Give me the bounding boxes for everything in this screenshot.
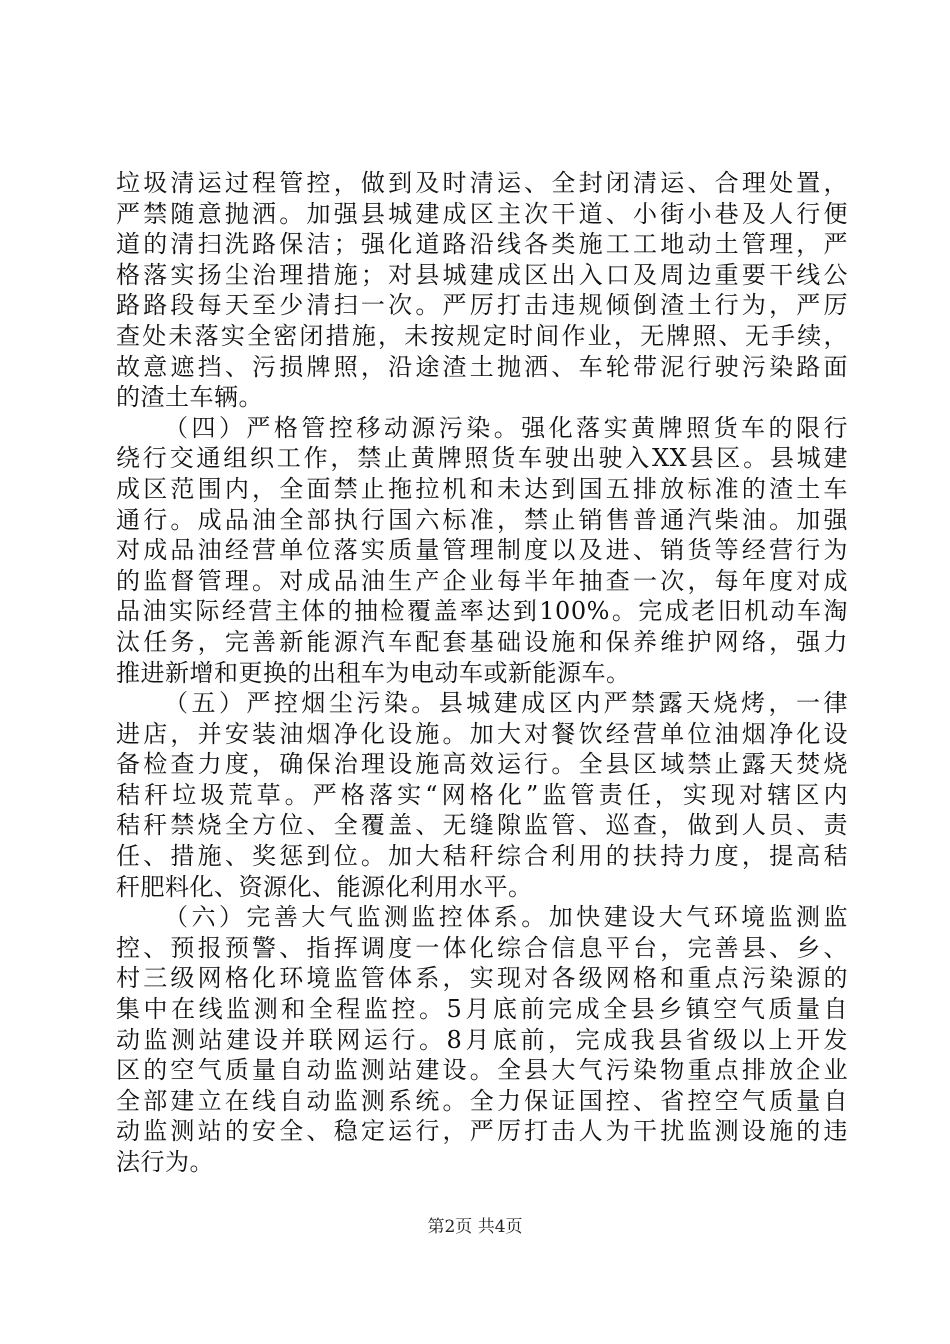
text-line: 严禁随意抛洒。加强县城建成区主次干道、小街小巷及人行便 xyxy=(116,199,848,228)
text-line: 秸秆禁烧全方位、全覆盖、无缝隙监管、巡查，做到人员、责 xyxy=(116,811,848,840)
text-line: 故意遮挡、污损牌照，沿途渣土抛洒、车轮带泥行驶污染路面 xyxy=(116,352,848,381)
text-line: 通行。成品油全部执行国六标准，禁止销售普通汽柴油。加强 xyxy=(116,505,848,534)
text-line: 备检查力度，确保治理设施高效运行。全县区域禁止露天焚烧 xyxy=(116,750,848,779)
text-line: 控、预报预警、指挥调度一体化综合信息平台，完善县、乡、 xyxy=(116,933,848,962)
text-line: 对成品油经营单位落实质量管理制度以及进、销货等经营行为 xyxy=(116,536,848,565)
text-line: 区的空气质量自动监测站建设。全县大气污染物重点排放企业 xyxy=(116,1056,848,1085)
text-line: 道的清扫洗路保洁；强化道路沿线各类施工工地动土管理，严 xyxy=(116,230,848,259)
text-line: 垃圾清运过程管控，做到及时清运、全封闭清运、合理处置， xyxy=(116,169,848,197)
text-line: 格落实扬尘治理措施；对县城建成区出入口及周边重要干线公 xyxy=(116,260,848,289)
text-line: 村三级网格化环境监管体系，实现对各级网格和重点污染源的 xyxy=(116,964,848,993)
text-line: 任、措施、奖惩到位。加大秸秆综合利用的扶持力度，提高秸 xyxy=(116,842,848,871)
text-line: 秆肥料化、资源化、能源化利用水平。 xyxy=(116,872,533,901)
text-line: 查处未落实全密闭措施，未按规定时间作业，无牌照、无手续， xyxy=(116,321,848,350)
page-footer: 第2页 共4页 xyxy=(427,1217,523,1237)
text-line: 集中在线监测和全程监控。5月底前完成全县乡镇空气质量自 xyxy=(116,995,848,1024)
text-line: 动监测站的安全、稳定运行，严厉打击人为干扰监测设施的违 xyxy=(116,1117,848,1146)
text-line: 动监测站建设并联网运行。8月底前，完成我县省级以上开发 xyxy=(116,1025,848,1054)
section-heading-line: （四）严格管控移动源污染。强化落实黄牌照货车的限行 xyxy=(164,413,848,442)
text-line: 成区范围内，全面禁止拖拉机和未达到国五排放标准的渣土车 xyxy=(116,474,848,503)
text-line: 法行为。 xyxy=(116,1148,214,1176)
document-body xyxy=(116,168,848,1178)
section-heading-line: （六）完善大气监测监控体系。加快建设大气环境监测监 xyxy=(164,903,848,932)
text-line: 进店，并安装油烟净化设施。加大对餐饮经营单位油烟净化设 xyxy=(116,719,848,748)
text-line: 路路段每天至少清扫一次。严厉打击违规倾倒渣土行为，严厉 xyxy=(116,291,848,320)
section-heading-line: （五）严控烟尘污染。县城建成区内严禁露天烧烤，一律 xyxy=(164,689,848,718)
text-line: 全部建立在线自动监测系统。全力保证国控、省控空气质量自 xyxy=(116,1086,848,1115)
text-line: 秸秆垃圾荒草。严格落实“网格化”监管责任，实现对辖区内 xyxy=(116,780,848,809)
text-line: 的渣土车辆。 xyxy=(116,383,263,412)
text-line: 品油实际经营主体的抽检覆盖率达到100%。完成老旧机动车淘 xyxy=(116,597,848,626)
text-line: 汰任务，完善新能源汽车配套基础设施和保养维护网络，强力 xyxy=(116,627,848,656)
text-line: 绕行交通组织工作，禁止黄牌照货车驶出驶入XX县区。县城建 xyxy=(116,444,848,473)
text-line: 推进新增和更换的出租车为电动车或新能源车。 xyxy=(116,658,631,687)
text-line: 的监督管理。对成品油生产企业每半年抽查一次，每年度对成 xyxy=(116,566,848,595)
